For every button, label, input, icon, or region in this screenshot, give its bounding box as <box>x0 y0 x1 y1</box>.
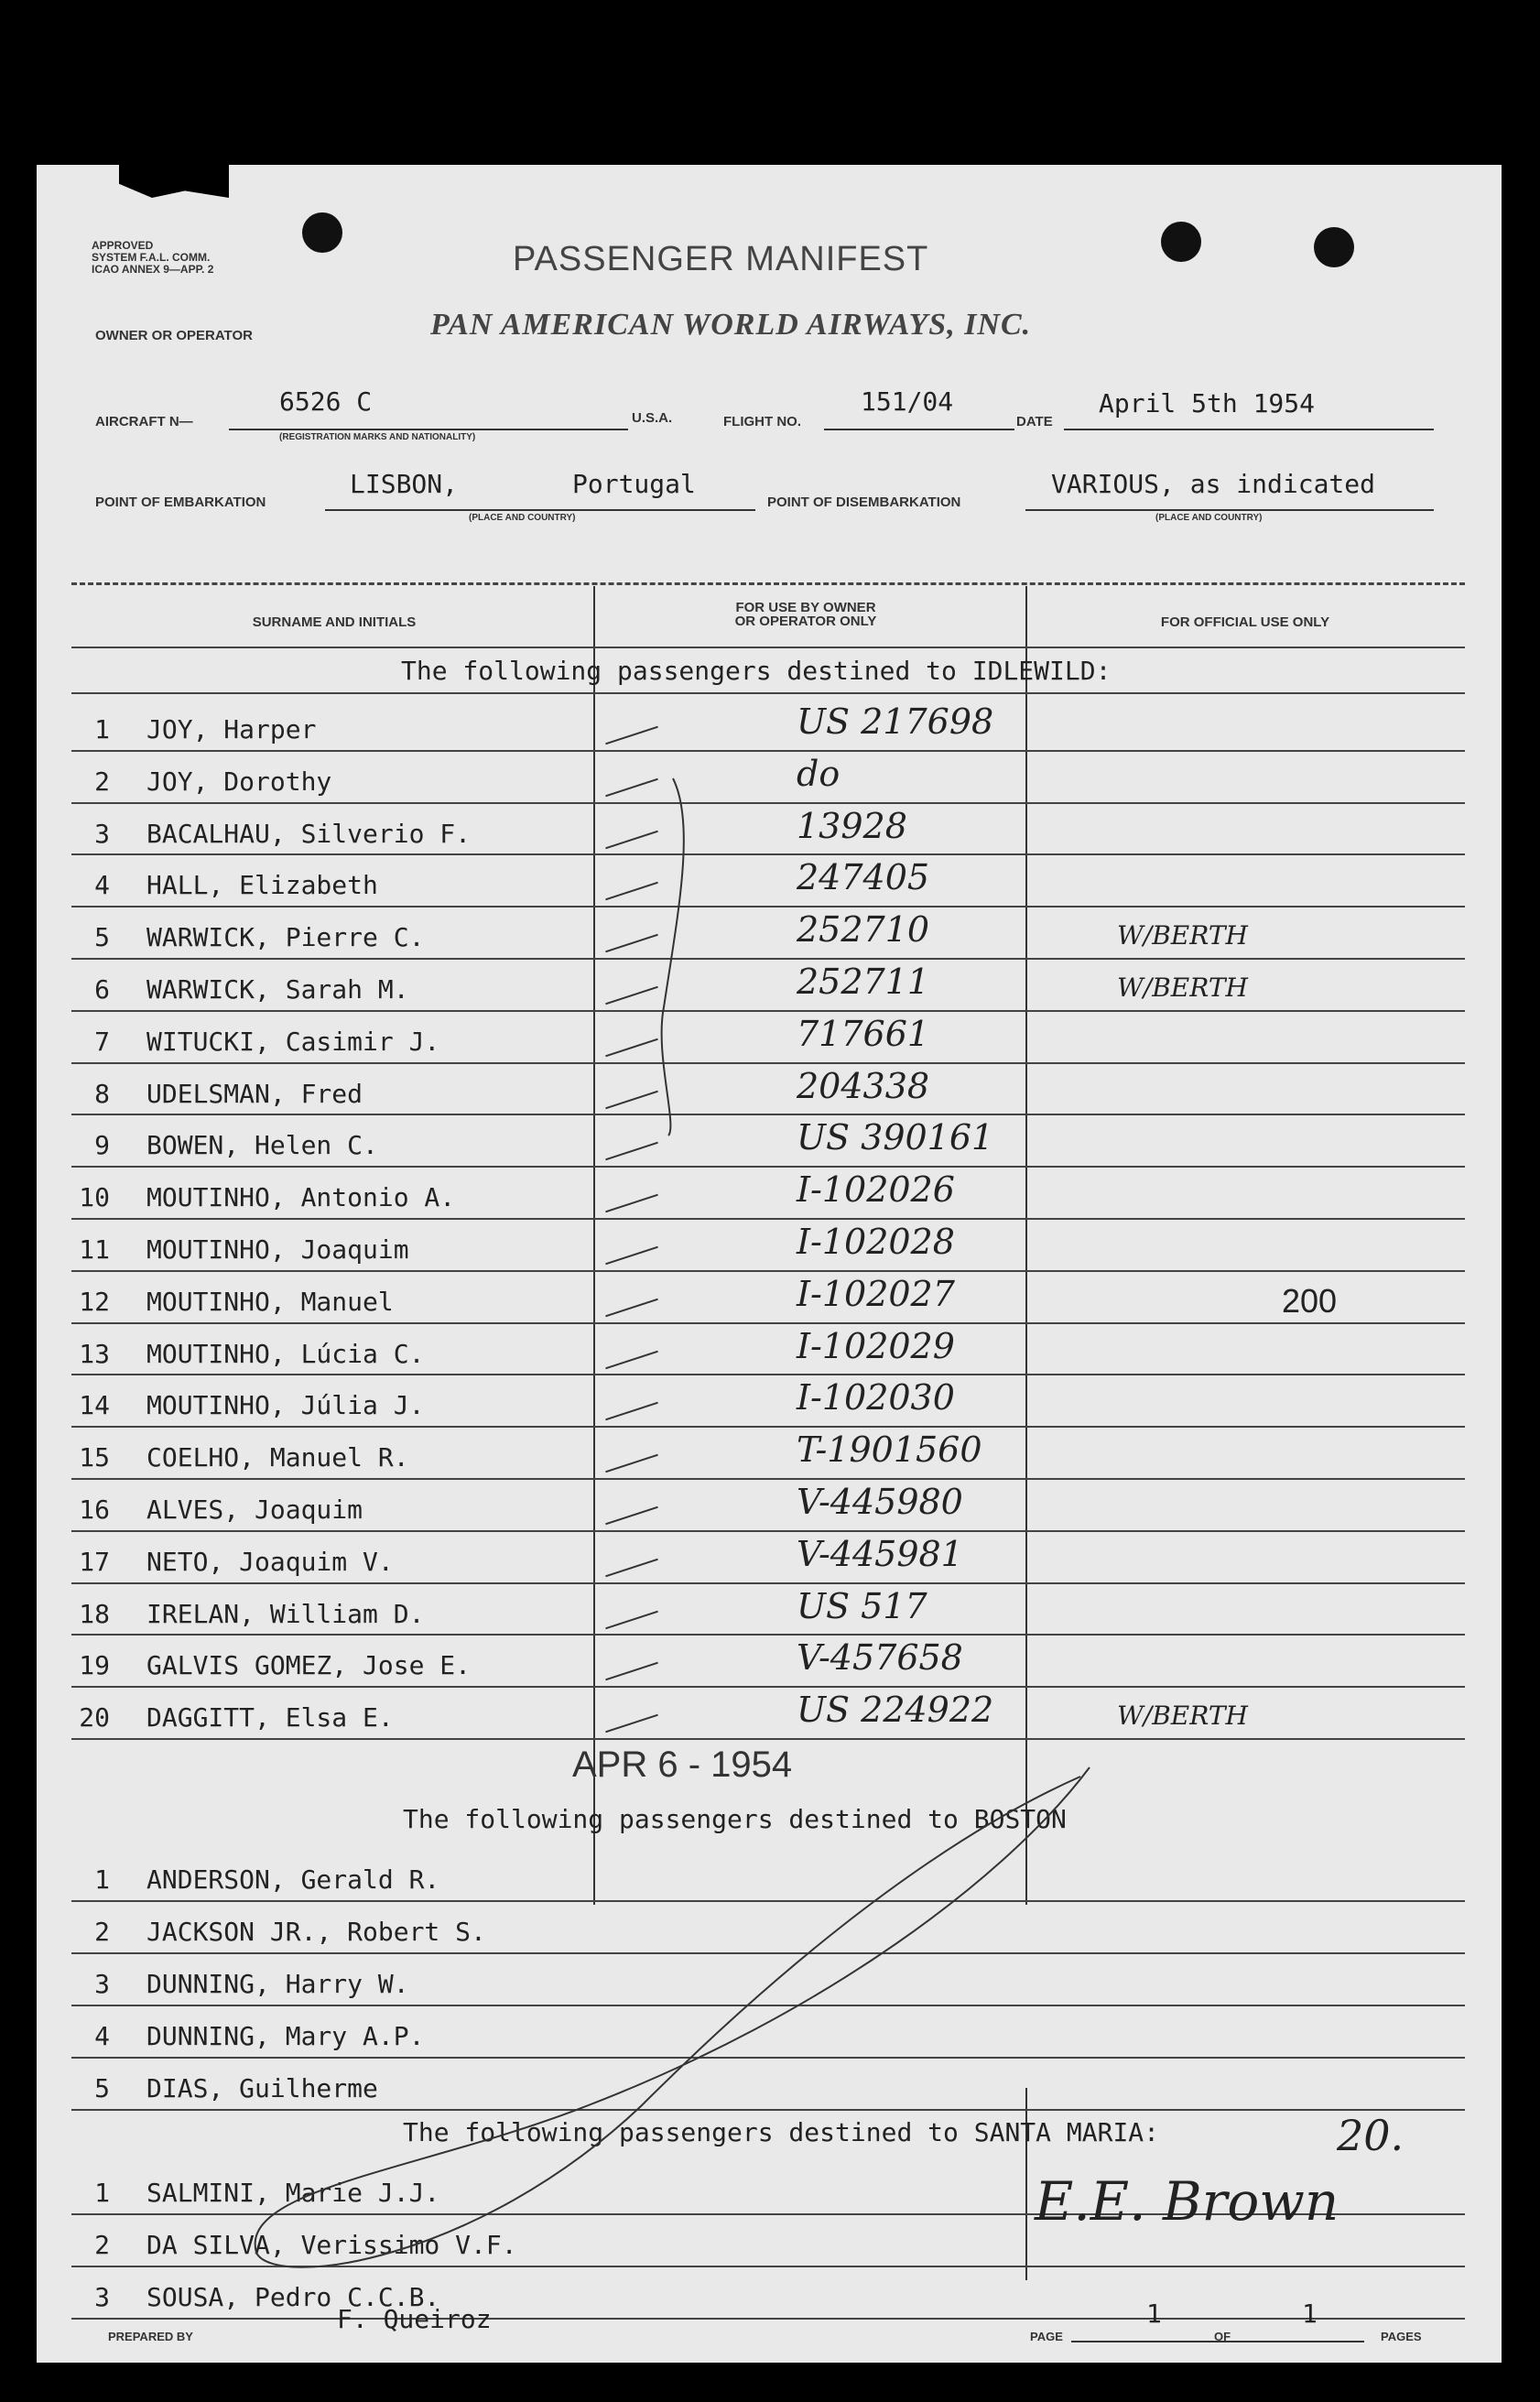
document-title: PASSENGER MANIFEST <box>513 240 929 278</box>
flight-number: 151/04 <box>861 386 954 417</box>
passport-number: I-102028 <box>797 1222 955 1262</box>
passenger-number: 1 <box>94 2178 110 2208</box>
passenger-number: 4 <box>94 870 110 901</box>
passenger-number: 1 <box>94 1864 110 1895</box>
passenger-number: 14 <box>79 1390 110 1421</box>
column-header-official: FOR OFFICIAL USE ONLY <box>1160 614 1330 630</box>
aircraft-number: 6526 C <box>279 386 373 417</box>
passport-number: US 517 <box>797 1585 927 1626</box>
passenger-number: 17 <box>79 1546 110 1577</box>
disembarkation-value: VARIOUS, as indicated <box>1051 469 1376 499</box>
passenger-number: 8 <box>94 1078 110 1109</box>
passport-number: 204338 <box>797 1065 930 1106</box>
aircraft-label: AIRCRAFT N— <box>95 414 193 429</box>
passport-number: US 224922 <box>797 1690 994 1731</box>
embarkation-label: POINT OF EMBARKATION <box>95 495 266 510</box>
passport-number: I-102029 <box>797 1325 955 1366</box>
passenger-name: WARWICK, Pierre C. <box>146 922 425 953</box>
passenger-number: 9 <box>94 1130 110 1161</box>
passenger-name: HALL, Elizabeth <box>146 870 378 901</box>
passport-number: 247405 <box>797 857 930 898</box>
embarkation-city: LISBON, <box>350 469 459 499</box>
approval-line-3: ICAO ANNEX 9—APP. 2 <box>92 263 214 276</box>
passenger-name: MOUTINHO, Lúcia C. <box>146 1338 425 1369</box>
passport-number: US 217698 <box>797 701 994 742</box>
page-number: 1 <box>1146 2299 1162 2329</box>
official-signature: E.E. Brown <box>1035 2170 1339 2233</box>
date-stamp: APR 6 - 1954 <box>572 1744 793 1785</box>
passport-number: V-457658 <box>797 1637 963 1679</box>
passenger-number: 3 <box>94 818 110 849</box>
airline-name: PAN AMERICAN WORLD AIRWAYS, INC. <box>430 308 1032 342</box>
total-pages: 1 <box>1302 2299 1318 2329</box>
passenger-name: BOWEN, Helen C. <box>146 1130 378 1161</box>
passenger-name: WITUCKI, Casimir J. <box>146 1026 440 1057</box>
passport-number: V-445980 <box>797 1482 963 1522</box>
page-label: PAGE <box>1030 2330 1063 2343</box>
passenger-number: 3 <box>94 2282 110 2312</box>
passenger-number: 5 <box>94 922 110 953</box>
passenger-number: 10 <box>79 1182 110 1213</box>
passenger-number: 20 <box>79 1702 110 1734</box>
passenger-number: 18 <box>79 1598 110 1629</box>
passport-number: V-445981 <box>797 1533 963 1574</box>
passenger-number: 16 <box>79 1494 110 1525</box>
disembarkation-label: POINT OF DISEMBARKATION <box>767 495 961 510</box>
passenger-name: IRELAN, William D. <box>146 1598 425 1629</box>
passport-number: I-102027 <box>797 1273 955 1314</box>
passenger-number: 2 <box>94 766 110 797</box>
passenger-number: 19 <box>79 1650 110 1681</box>
passenger-number: 11 <box>79 1234 110 1265</box>
page-underline <box>1071 2341 1364 2342</box>
passport-number: do <box>797 753 840 794</box>
passenger-name: SOUSA, Pedro C.C.B. <box>146 2282 440 2312</box>
approval-line-2: SYSTEM F.A.L. COMM. <box>92 251 211 264</box>
passenger-name: DIAS, Guilherme <box>146 2073 378 2103</box>
passenger-name: MOUTINHO, Joaquim <box>146 1234 409 1265</box>
passenger-name: UDELSMAN, Fred <box>146 1078 363 1109</box>
passenger-number: 1 <box>94 714 110 745</box>
passenger-name: DUNNING, Mary A.P. <box>146 2021 425 2051</box>
passport-number: I-102030 <box>797 1377 955 1418</box>
usa-label: U.S.A. <box>632 410 673 426</box>
passport-number: 252711 <box>797 962 930 1002</box>
passport-number: T-1901560 <box>797 1429 982 1471</box>
handwritten-tally: 20. <box>1337 2111 1404 2160</box>
passenger-number: 5 <box>94 2073 110 2103</box>
official-count: 200 <box>1282 1282 1338 1320</box>
passenger-name: MOUTINHO, Júlia J. <box>146 1390 425 1421</box>
column-header-owner-line2: OR OPERATOR ONLY <box>734 614 877 629</box>
section-heading-idlewild: The following passengers destined to IDLEWILD: <box>401 656 1112 686</box>
passenger-number: 4 <box>94 2021 110 2051</box>
passport-number: 13928 <box>797 805 907 846</box>
check-sweep <box>255 1767 1090 2267</box>
passenger-number: 2 <box>94 2230 110 2260</box>
passenger-number: 12 <box>79 1286 110 1317</box>
embarkation-country: Portugal <box>572 469 696 499</box>
prepared-by-name: F. Queiroz <box>337 2304 492 2334</box>
prepared-by-label: PREPARED BY <box>108 2330 193 2343</box>
passenger-name: BACALHAU, Silverio F. <box>146 818 472 849</box>
approval-line-1: APPROVED <box>92 239 154 252</box>
bracket-stroke <box>662 778 684 1136</box>
passenger-name: SALMINI, Marie J.J. <box>146 2178 440 2208</box>
passenger-name: JOY, Harper <box>146 714 317 745</box>
passport-number: 252710 <box>797 909 930 951</box>
passenger-name: MOUTINHO, Antonio A. <box>146 1182 456 1213</box>
passport-number: US 390161 <box>797 1117 994 1158</box>
passenger-name: JACKSON JR., Robert S. <box>146 1917 486 1947</box>
passenger-number: 6 <box>94 974 110 1005</box>
of-label: OF <box>1214 2330 1231 2343</box>
passenger-name: ALVES, Joaquim <box>146 1494 363 1525</box>
column-header-owner-line1: FOR USE BY OWNER <box>735 600 876 615</box>
column-header-surname: SURNAME AND INITIALS <box>252 614 417 630</box>
passenger-number: 2 <box>94 1917 110 1947</box>
passenger-name: JOY, Dorothy <box>146 766 332 797</box>
passenger-number: 13 <box>79 1338 110 1369</box>
passenger-number: 3 <box>94 1969 110 1999</box>
flight-label: FLIGHT NO. <box>723 414 801 429</box>
disembarkation-sublabel: (PLACE AND COUNTRY) <box>1155 513 1263 523</box>
passenger-name: GALVIS GOMEZ, Jose E. <box>146 1650 472 1681</box>
owner-label: OWNER OR OPERATOR <box>95 328 253 343</box>
passport-number: I-102026 <box>797 1169 955 1211</box>
passenger-name: DUNNING, Harry W. <box>146 1969 409 1999</box>
passenger-name: DAGGITT, Elsa E. <box>146 1702 394 1734</box>
embarkation-sublabel: (PLACE AND COUNTRY) <box>469 513 576 523</box>
official-note: W/BERTH <box>1117 920 1248 951</box>
official-note: W/BERTH <box>1117 973 1248 1003</box>
section-heading-boston: The following passengers destined to BOSTON <box>403 1804 1067 1834</box>
passenger-name: ANDERSON, Gerald R. <box>146 1864 440 1895</box>
section-heading-santa-maria: The following passengers destined to SANTA MARIA: <box>403 2117 1160 2147</box>
date-label: DATE <box>1016 414 1053 429</box>
passenger-name: COELHO, Manuel R. <box>146 1442 409 1473</box>
flight-date: April 5th 1954 <box>1099 388 1316 418</box>
passport-number: 717661 <box>797 1013 930 1054</box>
official-note: W/BERTH <box>1117 1701 1248 1732</box>
aircraft-sublabel: (REGISTRATION MARKS AND NATIONALITY) <box>279 432 476 442</box>
pages-label: PAGES <box>1381 2330 1422 2343</box>
passenger-number: 7 <box>94 1026 110 1057</box>
passenger-number: 15 <box>79 1442 110 1473</box>
passenger-name: NETO, Joaquim V. <box>146 1546 394 1577</box>
passenger-name: MOUTINHO, Manuel <box>146 1286 394 1317</box>
passenger-name: DA SILVA, Verissimo V.F. <box>146 2230 517 2260</box>
passenger-name: WARWICK, Sarah M. <box>146 974 409 1005</box>
